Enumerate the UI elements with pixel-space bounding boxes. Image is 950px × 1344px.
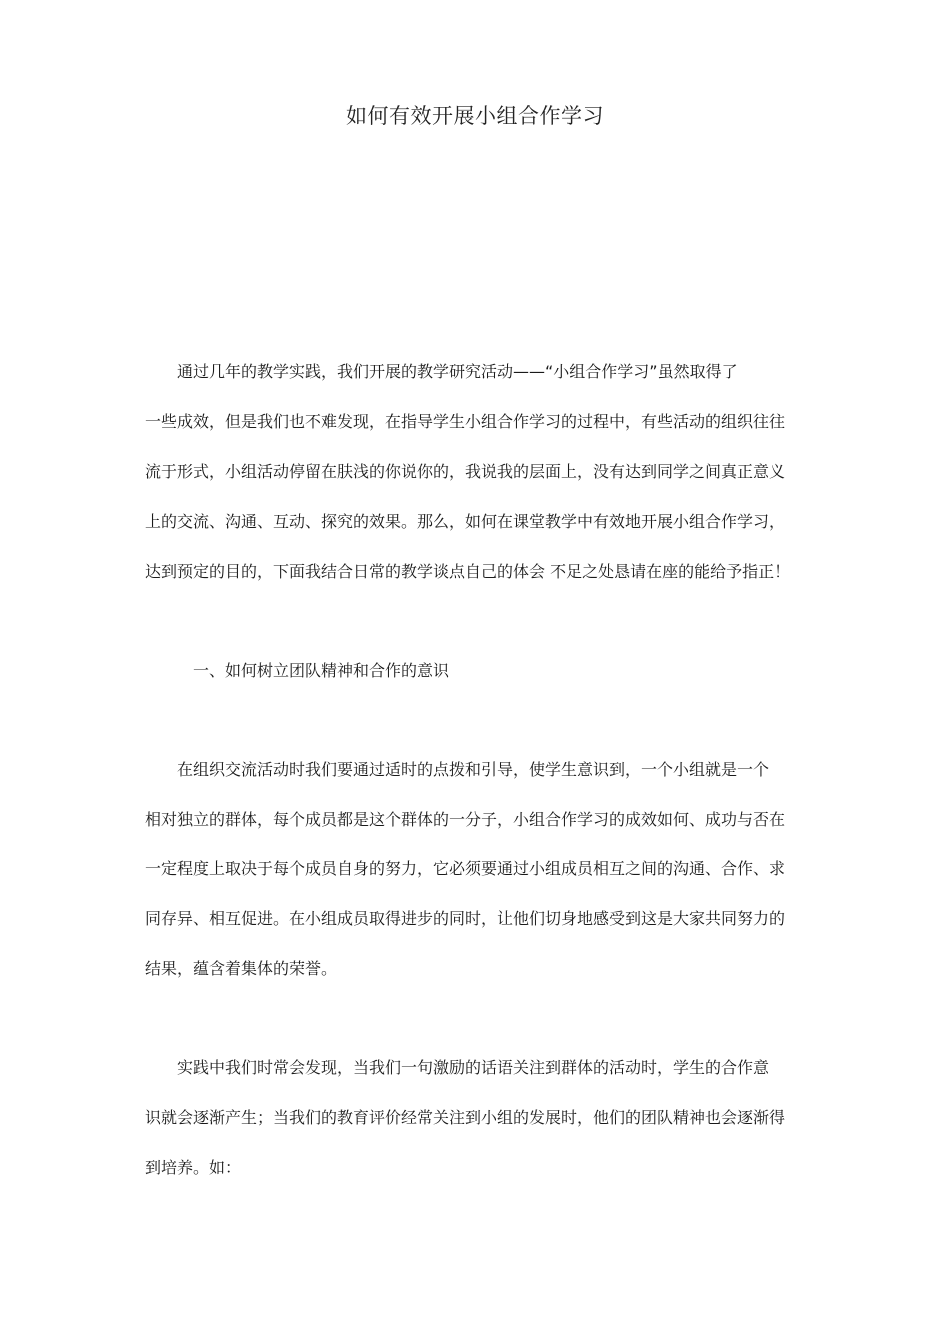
- paragraph-line: 上的交流、沟通、互动、探究的效果。那么，如何在课堂教学中有效地开展小组合作学习，: [145, 512, 786, 531]
- paragraph-line: 相对独立的群体，每个成员都是这个群体的一分子，小组合作学习的成效如何、成功与否在: [145, 810, 786, 829]
- paragraph-line: 到培养。如：: [145, 1158, 242, 1177]
- paragraph-line: 实践中我们时常会发现，当我们一句激励的话语关注到群体的活动时，学生的合作意: [145, 1058, 770, 1077]
- section-heading: 一、如何树立团队精神和合作的意识: [193, 661, 450, 680]
- paragraph-line: 结果，蕴含着集体的荣誉。: [145, 959, 338, 978]
- paragraph-line: 识就会逐渐产生；当我们的教育评价经常关注到小组的发展时，他们的团队精神也会逐渐得: [145, 1108, 786, 1127]
- paragraph-line: 流于形式，小组活动停留在肤浅的你说你的，我说我的层面上，没有达到同学之间真正意义: [145, 462, 786, 481]
- paragraph-line: 一定程度上取决于每个成员自身的努力，它必须要通过小组成员相互之间的沟通、合作、求: [145, 859, 786, 878]
- paragraph-line: 在组织交流活动时我们要通过适时的点拨和引导，使学生意识到，一个小组就是一个: [145, 760, 770, 779]
- paragraph-line: 达到预定的目的，下面我结合日常的教学谈点自己的体会 不足之处恳请在座的能给予指正！: [145, 562, 791, 581]
- paragraph-line: 通过几年的教学实践，我们开展的教学研究活动——“小组合作学习”虽然取得了: [145, 362, 738, 381]
- document-title: 如何有效开展小组合作学习: [346, 104, 604, 128]
- paragraph-line: 一些成效，但是我们也不难发现，在指导学生小组合作学习的过程中，有些活动的组织往往: [145, 412, 786, 431]
- paragraph-line: 同存异、相互促进。在小组成员取得进步的同时，让他们切身地感受到这是大家共同努力的: [145, 909, 786, 928]
